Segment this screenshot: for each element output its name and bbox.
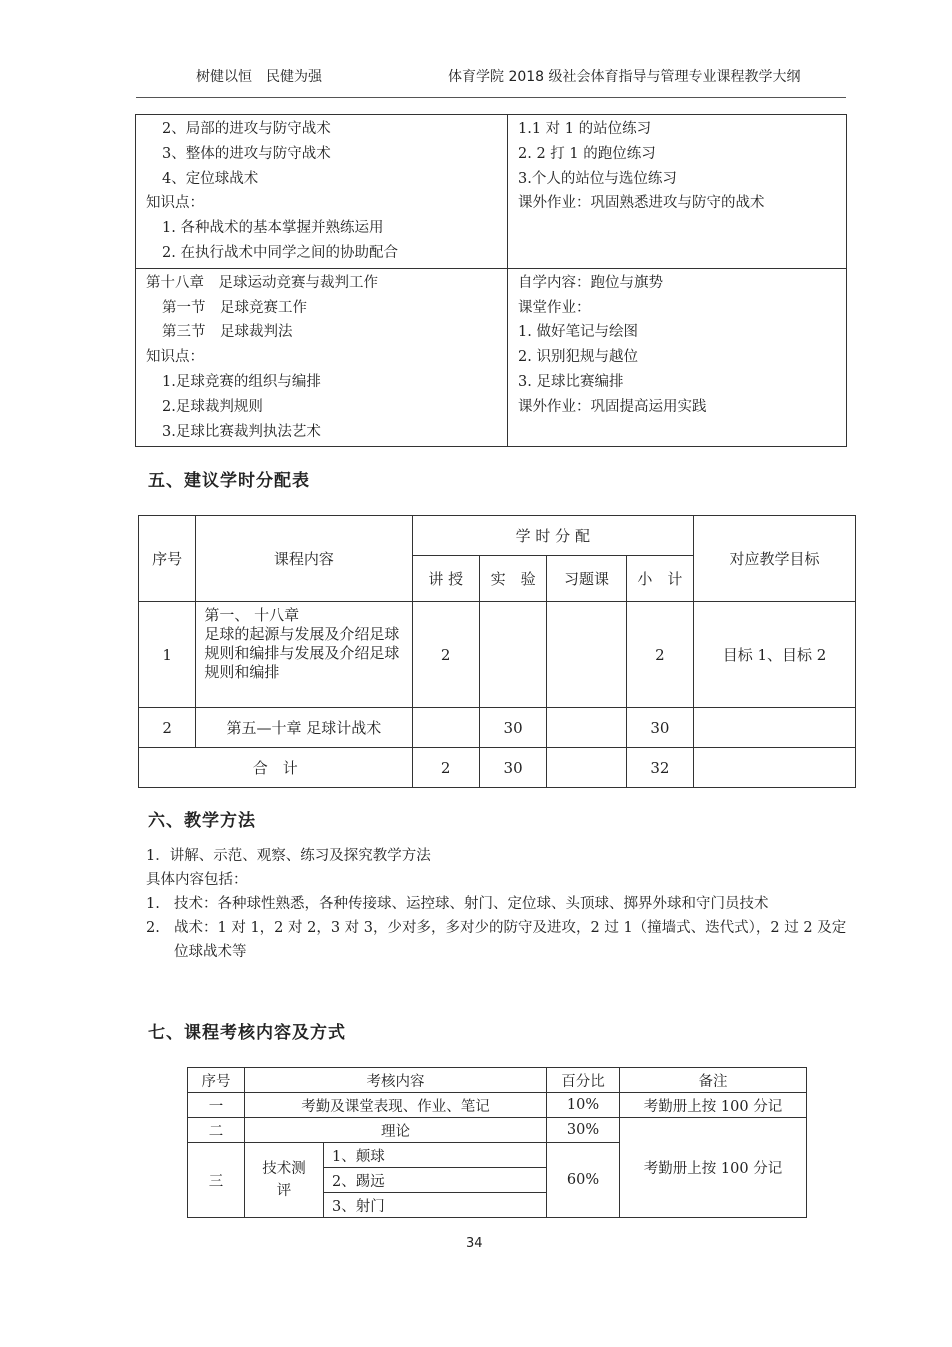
cell-lab: 30: [479, 708, 546, 748]
header-motto: 树健以恒 民健为强: [196, 69, 322, 85]
cell-item: 1、颠球: [324, 1143, 547, 1168]
list-item: [146, 916, 854, 964]
page-number: 34: [466, 1236, 483, 1251]
list-text: 战术：1 对 1，2 对 2，3 对 3，少对多，多对少的防守及进攻，2 过 1（撞墙式、迭代式），2 过 2 及定位球战术等: [174, 920, 847, 960]
header-content: 考核内容: [245, 1068, 547, 1093]
methods-line: 1．讲解、示范、观察、练习及探究教学方法: [146, 848, 431, 864]
list-item: 1.足球竞赛的组织与编排: [162, 373, 321, 390]
table-cell: [508, 268, 847, 447]
table-row: [139, 602, 856, 708]
cell-seq: 二: [188, 1118, 245, 1143]
header-subtotal: 小 计: [626, 556, 693, 602]
header-content: 课程内容: [196, 516, 412, 602]
header-exercise: 习题课: [547, 556, 626, 602]
methods-line: 具体内容包括：: [146, 872, 248, 888]
cell-item: 3、射门: [324, 1193, 547, 1218]
list-item: 第三节 足球裁判法: [162, 324, 293, 341]
cell-percent: 60%: [547, 1143, 620, 1218]
list-item: 2. 在执行战术中同学之间的协助配合: [162, 244, 398, 261]
header-allocation: 学 时 分 配: [412, 516, 694, 556]
table-cell: [136, 115, 508, 269]
cell-subtotal: 2: [626, 602, 693, 708]
header-seq: 序号: [188, 1068, 245, 1093]
list-item: 3.足球比赛裁判执法艺术: [162, 423, 321, 440]
cell-seq: 2: [139, 708, 196, 748]
content-line: 足球的起源与发展及介绍足球规则和编排与发展及介绍足球规则和编排: [204, 625, 400, 681]
content-line: 第一、 十八章: [204, 606, 300, 624]
cell-item: 2、踢远: [324, 1168, 547, 1193]
list-item: 知识点：: [146, 349, 204, 366]
cell-percent: 10%: [547, 1093, 620, 1118]
cell-content: [196, 602, 412, 708]
total-exercise: [547, 748, 626, 788]
hours-allocation-table: [138, 515, 856, 788]
cell-goal: [694, 708, 856, 748]
list-item: 2、局部的进攻与防守战术: [162, 121, 331, 137]
total-lab: 30: [479, 748, 546, 788]
cell-lab: [479, 602, 546, 708]
list-item: 知识点：: [146, 195, 204, 212]
table-row: [139, 516, 856, 556]
table-row: [136, 115, 847, 269]
cell-note: 考勤册上按 100 分记: [620, 1093, 807, 1118]
list-item: 第一节 足球竞赛工作: [162, 299, 307, 316]
list-item: 课堂作业：: [518, 299, 591, 316]
header-note: 备注: [620, 1068, 807, 1093]
section-title-hours: 五、建议学时分配表: [148, 471, 310, 491]
table-cell: [136, 268, 508, 447]
list-text: 技术：各种球性熟悉，各种传接球、运控球、射门、定位球、头顶球、掷界外球和守门员技术: [174, 896, 769, 912]
list-item: 3.个人的站位与选位练习: [518, 170, 677, 187]
table-row: [136, 268, 847, 447]
list-item: 2.足球裁判规则: [162, 398, 263, 415]
total-label: 合 计: [139, 748, 413, 788]
list-item: 1. 各种战术的基本掌握并熟练运用: [162, 220, 384, 237]
cell-subtotal: 30: [626, 708, 693, 748]
cell-seq: 1: [139, 602, 196, 708]
cell-content: 理论: [245, 1118, 547, 1143]
cell-exercise: [547, 708, 626, 748]
cell-lecture: 2: [412, 602, 479, 708]
cell-content: 考勤及课堂表现、作业、笔记: [245, 1093, 547, 1118]
table-row: [188, 1068, 807, 1093]
assessment-table: [187, 1067, 807, 1218]
cell-lecture: [412, 708, 479, 748]
list-number: 1.: [146, 896, 160, 912]
header-goal: 对应教学目标: [694, 516, 856, 602]
cell-content: 第五—十章 足球计战术: [196, 708, 412, 748]
header-lab: 实 验: [479, 556, 546, 602]
table-row: [139, 708, 856, 748]
list-item: 2. 识别犯规与越位: [518, 349, 638, 366]
section-title-assessment: 七、课程考核内容及方式: [148, 1023, 346, 1043]
header-lecture: 讲 授: [412, 556, 479, 602]
header-rule: [136, 97, 846, 98]
list-item: 4、定位球战术: [162, 170, 259, 187]
cell-group: 技术测评: [245, 1143, 324, 1218]
total-goal: [694, 748, 856, 788]
cell-seq: 三: [188, 1143, 245, 1218]
cell-percent: 30%: [547, 1118, 620, 1143]
total-subtotal: 32: [626, 748, 693, 788]
cell-exercise: [547, 602, 626, 708]
table-row: [188, 1093, 807, 1118]
cell-seq: 一: [188, 1093, 245, 1118]
list-item: 课外作业：巩固熟悉进攻与防守的战术: [518, 195, 765, 212]
list-item: 2. 2 打 1 的跑位练习: [518, 145, 656, 162]
list-item: 3. 足球比赛编排: [518, 373, 624, 390]
list-item: 课外作业：巩固提高运用实践: [518, 398, 707, 415]
list-item: [146, 892, 854, 916]
list-number: 2.: [146, 920, 160, 936]
header-seq: 序号: [139, 516, 196, 602]
chapter-content-table: [135, 114, 847, 447]
list-item: 1.1 对 1 的站位练习: [518, 121, 652, 137]
section-title-methods: 六、教学方法: [148, 811, 256, 831]
table-row: [139, 748, 856, 788]
table-cell: [508, 115, 847, 269]
header-document-title: 体育学院 2018 级社会体育指导与管理专业课程教学大纲: [448, 69, 801, 85]
list-item: 第十八章 足球运动竞赛与裁判工作: [146, 274, 378, 291]
cell-note: 考勤册上按 100 分记: [620, 1118, 807, 1218]
methods-paragraph: [146, 844, 854, 964]
list-item: 自学内容：跑位与旗势: [518, 274, 663, 291]
total-lecture: 2: [412, 748, 479, 788]
table-row: [188, 1118, 807, 1143]
list-item: 1. 做好笔记与绘图: [518, 324, 638, 341]
header-percent: 百分比: [547, 1068, 620, 1093]
cell-goal: 目标 1、目标 2: [694, 602, 856, 708]
list-item: 3、整体的进攻与防守战术: [162, 145, 331, 162]
